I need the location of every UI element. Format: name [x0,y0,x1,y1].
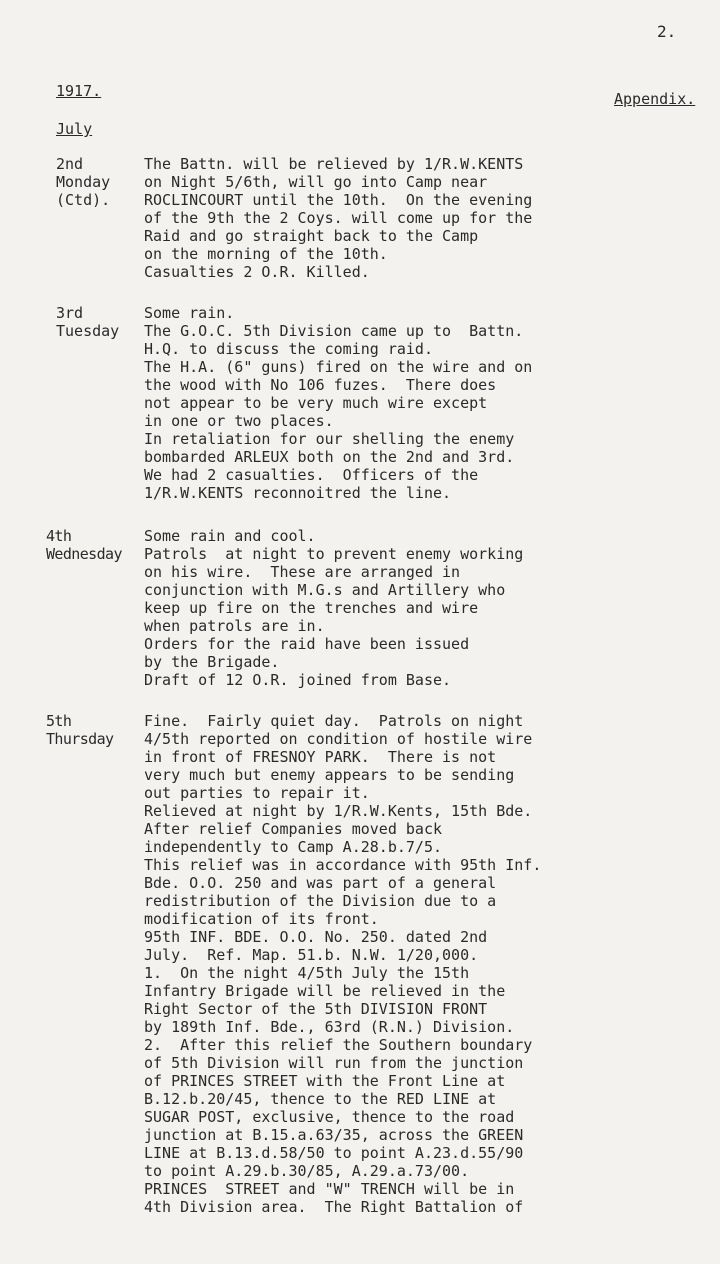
text-line: Draft of 12 O.R. joined from Base. [144,671,452,689]
text-line: LINE at B.13.d.58/50 to point A.23.d.55/90 [144,1144,524,1162]
text-line: independently to Camp A.28.b.7/5. [144,838,443,856]
text-line: to point A.29.b.30/85, A.29.a.73/00. [144,1162,470,1180]
year-heading: 1917. [56,82,102,100]
text-line: in one or two places. [144,412,334,430]
text-line: of the 9th the 2 Coys. will come up for the [144,209,533,227]
entry-text [144,712,714,1216]
text-line: Infantry Brigade will be relieved in the [144,982,506,1000]
text-line: Relieved at night by 1/R.W.Kents, 15th Bde. [144,802,533,820]
text-line: very much but enemy appears to be sending [144,766,515,784]
text-line: Some rain and cool. [144,527,316,545]
text-line: 1/R.W.KENTS reconnoitred the line. [144,484,452,502]
text-line: by 189th Inf. Bde., 63rd (R.N.) Division. [144,1018,515,1036]
text-line: Patrols at night to prevent enemy working [144,545,524,563]
text-line: The G.O.C. 5th Division came up to Battn. [144,322,524,340]
text-line: the wood with No 106 fuzes. There does [144,376,497,394]
text-line: Right Sector of the 5th DIVISION FRONT [144,1000,488,1018]
text-line: bombarded ARLEUX both on the 2nd and 3rd. [144,448,515,466]
text-line: junction at B.15.a.63/35, across the GREEN [144,1126,524,1144]
entry-day: 2nd Monday (Ctd). [56,155,111,209]
text-line: 1. On the night 4/5th July the 15th [144,964,470,982]
text-line: in front of FRESNOY PARK. There is not [144,748,497,766]
text-line: Casualties 2 O.R. Killed. [144,263,370,281]
month-heading: July [56,120,93,138]
entry-day: 5th Thursday [46,712,114,748]
text-line: Bde. O.O. 250 and was part of a general [144,874,497,892]
text-line: out parties to repair it. [144,784,370,802]
text-line: ROCLINCOURT until the 10th. On the evening [144,191,533,209]
text-line: 2. After this relief the Southern boundary [144,1036,533,1054]
text-line: on his wire. These are arranged in [144,563,461,581]
text-line: B.12.b.20/45, thence to the RED LINE at [144,1090,497,1108]
text-line: Raid and go straight back to the Camp [144,227,479,245]
text-line: In retaliation for our shelling the enemy [144,430,515,448]
text-line: conjunction with M.G.s and Artillery who [144,581,506,599]
text-line: After relief Companies moved back [144,820,443,838]
text-line: of PRINCES STREET with the Front Line at [144,1072,506,1090]
text-line: The Battn. will be relieved by 1/R.W.KENTS [144,155,524,173]
page-number: 2. [657,22,677,41]
text-line: redistribution of the Division due to a [144,892,497,910]
text-line: on Night 5/6th, will go into Camp near [144,173,488,191]
appendix-label: Appendix. [614,90,696,108]
text-line: modification of its front. [144,910,379,928]
text-line: H.Q. to discuss the coming raid. [144,340,433,358]
entry-text [144,155,714,281]
text-line: keep up fire on the trenches and wire [144,599,479,617]
text-line: by the Brigade. [144,653,280,671]
entry-text [144,527,714,689]
entry-day: 4th Wednesday [46,527,122,563]
text-line: Fine. Fairly quiet day. Patrols on night [144,712,524,730]
text-line: when patrols are in. [144,617,325,635]
text-line: of 5th Division will run from the junction [144,1054,524,1072]
text-line: This relief was in accordance with 95th Inf. [144,856,542,874]
text-line: Some rain. [144,304,235,322]
text-line: Orders for the raid have been issued [144,635,470,653]
text-line: The H.A. (6" guns) fired on the wire and on [144,358,533,376]
text-line: PRINCES STREET and "W" TRENCH will be in [144,1180,515,1198]
text-line: We had 2 casualties. Officers of the [144,466,479,484]
text-line: SUGAR POST, exclusive, thence to the road [144,1108,515,1126]
entry-day: 3rd Tuesday [56,304,120,340]
text-line: 4th Division area. The Right Battalion of [144,1198,524,1216]
text-line: 4/5th reported on condition of hostile wire [144,730,533,748]
text-line: July. Ref. Map. 51.b. N.W. 1/20,000. [144,946,479,964]
text-line: 95th INF. BDE. O.O. No. 250. dated 2nd [144,928,488,946]
text-line: not appear to be very much wire except [144,394,488,412]
entry-text [144,304,714,502]
text-line: on the morning of the 10th. [144,245,388,263]
